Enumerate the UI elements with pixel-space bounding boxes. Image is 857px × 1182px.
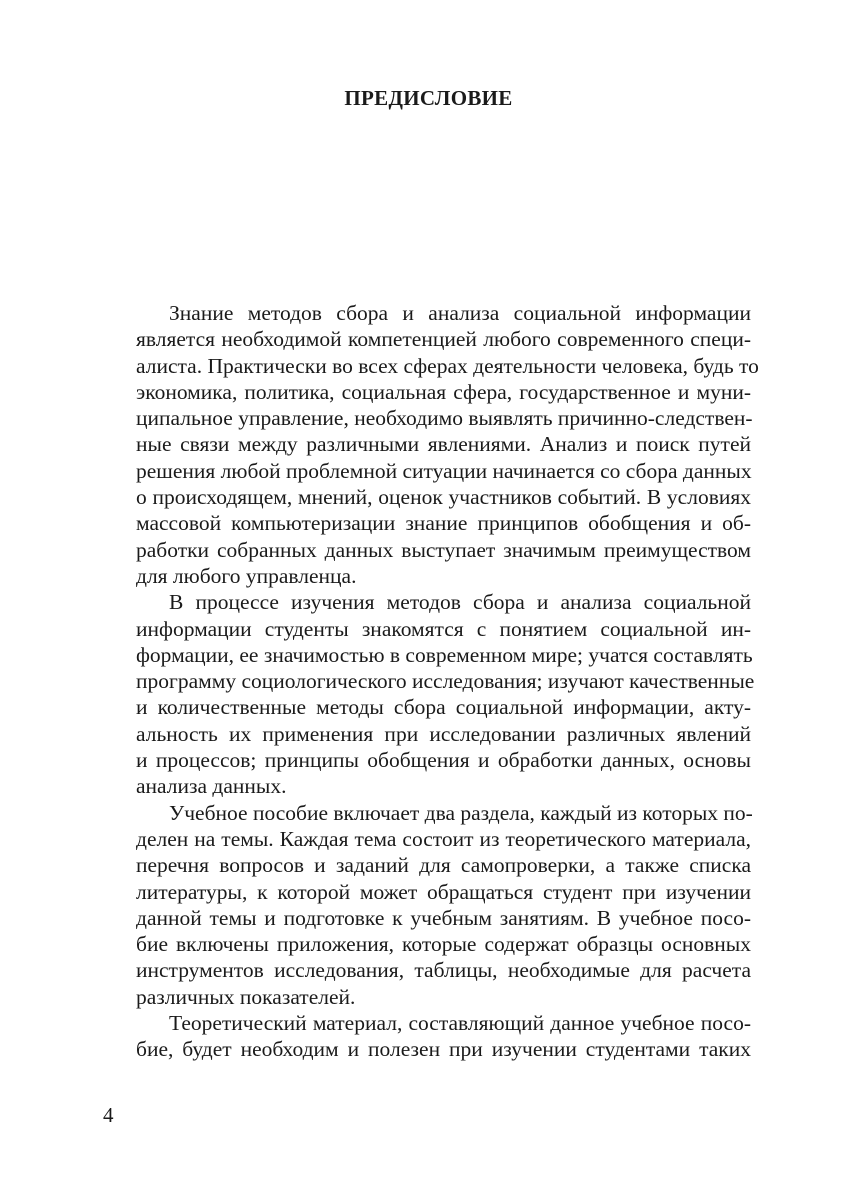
paragraph-4 xyxy=(103,1010,751,1063)
text-line: бие включены приложения, которые содержат образцы основных xyxy=(136,932,751,957)
text-line: ципальное управление, необходимо выявлять причинно-следствен- xyxy=(136,406,753,431)
text-line: для любого управленца. xyxy=(136,563,357,588)
text-line: альность их применения при исследовании различных явлений xyxy=(136,721,751,746)
page-title: ПРЕДИСЛОВИЕ xyxy=(344,86,513,110)
text-line: инструментов исследования, таблицы, необходимые для расчета xyxy=(136,958,751,983)
text-line: бие, будет необходим и полезен при изучении студентами таких xyxy=(136,1037,751,1062)
paragraph-3 xyxy=(103,800,751,1010)
text-line: перечня вопросов и заданий для самопроверки, а также списка xyxy=(136,853,751,878)
text-line: делен на темы. Каждая тема состоит из теоретического материала, xyxy=(136,826,751,851)
text-line: В процессе изучения методов сбора и анализа социальной xyxy=(169,590,751,615)
text-line: программу социологического исследования; изучают качественные xyxy=(136,669,755,694)
text-line: алиста. Практически во всех сферах деятельности человека, будь то xyxy=(136,353,759,378)
text-line: решения любой проблемной ситуации начинается со сбора данных xyxy=(136,458,752,483)
text-line: литературы, к которой может обращаться студент при изучении xyxy=(136,879,751,904)
text-line: массовой компьютеризации знание принципов обобщения и об- xyxy=(136,511,751,536)
text-line: различных показателей. xyxy=(136,984,356,1009)
text-line: данной темы и подготовке к учебным занятиям. В учебное посо- xyxy=(136,905,751,930)
text-line: анализа данных. xyxy=(136,774,287,799)
text-line: Учебное пособие включает два раздела, каждый из которых по- xyxy=(169,800,753,825)
text-line: формации, ее значимостью в современном мире; учатся составлять xyxy=(136,642,753,667)
paragraph-1 xyxy=(103,300,759,589)
body-text xyxy=(103,300,759,1063)
paragraph-2 xyxy=(103,589,755,799)
text-line: работки собранных данных выступает значимым преимуществом xyxy=(136,537,751,562)
text-line: информации студенты знакомятся с понятием социальной ин- xyxy=(136,616,751,641)
text-line: ные связи между различными явлениями. Анализ и поиск путей xyxy=(136,432,751,457)
text-line: экономика, политика, социальная сфера, государственное и муни- xyxy=(136,379,751,404)
text-line: Теоретический материал, составляющий данное учебное посо- xyxy=(169,1011,751,1036)
page-number: 4 xyxy=(103,1103,114,1127)
text-line: является необходимой компетенцией любого современного специ- xyxy=(136,327,751,352)
text-line: Знание методов сбора и анализа социальной информации xyxy=(169,301,751,325)
text-line: и количественные методы сбора социальной информации, акту- xyxy=(136,695,751,720)
text-line: и процессов; принципы обобщения и обработки данных, основы xyxy=(136,748,751,773)
text-line: о происходящем, мнений, оценок участников событий. В условиях xyxy=(136,485,751,510)
